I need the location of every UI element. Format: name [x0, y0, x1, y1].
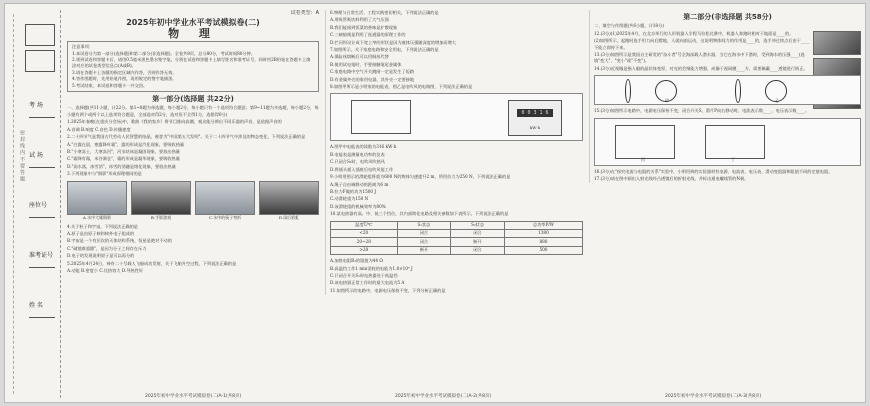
question-text: 12.(3分)(1)2025年4月，在北京举行的人形机器人半程马拉松比赛中，机器人奔跑时相对于地面是____的。	[594, 30, 794, 36]
question-options: B."小寒冻土，大寒冻河"，河水结冰是凝固现象，要放出热量	[67, 148, 180, 154]
question-options: A.绳子自由端移动的距离为6 m	[330, 181, 389, 187]
table-header-row	[331, 221, 583, 229]
question-options: D.有金属外壳的家用电器，其外壳一定要接地	[330, 76, 415, 82]
question-text: 6.物理与日常生活、工程实践密切相关，下列说法正确的是	[330, 10, 439, 15]
question-options: D.将插头插入插座后电吹风能工作	[330, 166, 394, 172]
question-options: C."破镜难重圆"，是因为分子之间存在斥力	[67, 245, 147, 251]
notes-title: 注意事项：	[72, 44, 93, 50]
heater-table	[330, 221, 583, 256]
column-1	[67, 10, 319, 275]
table-cell: 闭合	[397, 229, 451, 237]
binding-strip	[9, 10, 61, 398]
footer-page-3: 2025年初中学业水平考试模拟卷(二)A-3(共8页)	[665, 394, 762, 399]
question-options: A.原子是由原子核和核外电子组成的	[67, 230, 135, 236]
question-options: A."白露在晨，寒露降叶霜"，露的形成是汽化现象，要吸收热量	[67, 141, 185, 147]
question-text: 9.小明用图示的滑轮组将重为600 N的物体匀速提升2 m，所用拉力为250 N，下列说法正确的是	[330, 174, 511, 180]
table-cell: 闭合	[451, 229, 505, 237]
seal-note: 密 封 线 内 不 要 答 题	[19, 130, 25, 182]
question-text: 13.(3分)如图所示是我国自主研发的"奋斗者"号全海深载人潜水器，当它在海水中下潜时，受到海水的压强____(选填"变大"、"变小"或"不变")。	[594, 52, 805, 64]
question-text: 10.某电热器有高、中、低三个挡位，其内部简化电路及相关参数如下表所示，下列说法正确的是	[330, 211, 509, 217]
score-box-1	[25, 24, 55, 46]
table-cell: <20	[331, 229, 398, 237]
figure-label: 丙	[641, 157, 645, 163]
table-header: 总功率P/W	[504, 221, 582, 229]
note-item: 3.请在答题卡上各题的指定区域内作答，否则作答无效。	[72, 69, 177, 75]
table-cell: 闭合	[451, 246, 505, 254]
paper-type: 试卷类型：A	[290, 10, 319, 16]
energy-meter	[508, 100, 562, 136]
field-admission-number[interactable]: 准考证号	[29, 250, 55, 268]
question-options: A.用吸管吸饮料利用了大气压强	[330, 17, 389, 23]
picture-label: A.水中大雁倒影	[82, 215, 112, 221]
question-text: 11.如图所示的电路中，电源电压保持不变，下列分析正确的是	[330, 287, 446, 293]
table-row	[331, 238, 583, 246]
question-options: D.该滑轮组的机械效率为80%	[330, 203, 386, 209]
table-cell: 断开	[397, 246, 451, 254]
question-text: 2.二十四节气是我国古代劳动人民智慧的结晶，被誉为"中国第五大发明"。关于二十四节气中涉及的物态变化，下列说法正确的是	[67, 134, 306, 140]
question-text: 1.2025年春晚(在重庆分会场)中，歌曲《我的家乡》将节目推向高潮，观众能分辨出不同乐器的声音，是依据声音的	[67, 119, 282, 125]
picture-shadow-play	[131, 181, 191, 221]
score-box-2	[25, 50, 55, 72]
question8-figure	[330, 93, 583, 141]
question-text: 16.(3分)在"探究电流与电阻的关系"实验中，小明用到的实验器材有电源、电流表、电压表、滑动变阻器和阻值不同的定值电阻。	[594, 168, 833, 174]
picture-label: C.水中的筷子弯折	[208, 215, 242, 221]
hair-dryer-circuit	[351, 100, 411, 134]
question-text: 3.下列现象中与"倒影"形成原理相同的是	[67, 171, 142, 177]
part2-heading: 第二部分(非选择题 共58分)	[683, 13, 772, 21]
circuit-figures	[594, 118, 861, 166]
question-options: D."雨水落，冰雪消"，冰雪的消融是熔化现象，要放出热量	[67, 163, 176, 169]
question-options: C.家庭电路中空气开关跳闸一定是发生了短路	[330, 69, 414, 75]
question-text: 17.(3分)请在图中画出入射光线经凸透镜后的折射光线，并标出通电螺线管的N极。	[594, 176, 749, 182]
field-seat-number[interactable]: 座位号	[29, 200, 55, 218]
note-item: 5.考试结束，本试卷和答题卡一并交回。	[72, 82, 148, 88]
photo-robot-marathon	[813, 31, 861, 55]
question-options: D.拦河坝设计成下宽上窄的形状是因为液体压强随深度的增加而增大	[330, 39, 456, 45]
table-cell: >28	[331, 246, 398, 254]
question-options: A.加热电阻R₁的阻值为44 Ω	[330, 258, 383, 264]
lens-shape	[735, 79, 741, 103]
exam-title: 2025年初中学业水平考试模拟卷(二)	[126, 18, 260, 28]
table-row	[331, 246, 583, 254]
circuit-figure	[615, 125, 675, 159]
question-text: (2)如图所示，起跑时选手用力向后蹬地，人就向前运动，这说明物体间力的作用是____的，选手冲过终点后由于____不能立即停下来。	[594, 38, 810, 50]
question-options: B.宇宙是一个有层次的天体结构系统，恒星是绝对不动的	[67, 238, 172, 244]
figure-label: 甲	[665, 97, 669, 103]
column-2	[325, 10, 583, 295]
exam-sheet	[4, 3, 866, 403]
question-options: C."霜降有霜，米谷满仓"，霜的形成是凝华现象，要吸收热量	[67, 156, 180, 162]
question-text: 14.(3分)近视眼是指人眼的晶状体变厚，对光的会聚能力增强，成像于视网膜____方，需要佩戴____透镜进行矫正。	[594, 65, 808, 71]
question-text: 5.2025年4月24日，神舟二十号载人飞船成功发射，关于飞船升空过程，下列说法正确的是	[67, 260, 237, 266]
picture-label: D.雨后彩虹	[278, 215, 300, 221]
field-exam-room[interactable]: 考 场	[29, 100, 55, 118]
table-cell: 880	[504, 238, 582, 246]
table-cell: 断开	[451, 238, 505, 246]
part1-heading: 第一部分(选择题 共22分)	[152, 95, 234, 104]
question-options: D.电子的发现说明原子是可以再分的	[67, 253, 135, 259]
note-item: 1.本试卷分为第一部分(选择题)和第二部分(非选择题)。全卷共8页，总分80分，考试时间80分钟。	[72, 50, 255, 56]
question-options: C.三峡船闸是利用了连通器的原理工作的	[330, 32, 406, 38]
table-header: S₂状态	[451, 221, 505, 229]
picture-rainbow	[259, 181, 319, 221]
question-options: D.该电热器正常工作时的最大电流为5 A	[330, 280, 405, 286]
question3-pictures	[67, 181, 319, 221]
question-options: A.图甲中电能表的读数为316 kW·h	[330, 144, 397, 150]
field-test-room[interactable]: 试 场	[29, 150, 55, 168]
lens-shape	[625, 79, 631, 103]
column-3	[589, 10, 861, 183]
figure-label: 丁	[731, 157, 735, 163]
table-cell: 闭合	[397, 238, 451, 246]
note-item: 2.领到试卷和答题卡后，请用0.5毫米黑色墨水签字笔，分别在试卷和答题卡上填写姓名和准考证号，同时用2B铅笔在答题卡上填涂对应的试卷类型信息点(A或B)。	[72, 57, 311, 69]
footer-page-1: 2025年初中学业水平考试模拟卷(二)A-1(共8页)	[145, 394, 242, 399]
picture-reflection	[67, 181, 127, 221]
question-options: C.动滑轮重为150 N	[330, 196, 369, 202]
eye-lens-figure	[594, 75, 861, 105]
meter-reading: 0 0 3 1 6	[517, 109, 553, 117]
question-options: A.音调 B.响度 C.音色 D.传播速度	[67, 126, 131, 132]
footer-page-2: 2025年初中学业水平考试模拟卷(二)A-2(共8页)	[395, 394, 492, 399]
question-options: A.保险丝熔断后可以用铜丝代替	[330, 54, 389, 60]
question-options: B.使用试电笔时，手要接触笔尾金属体	[330, 61, 402, 67]
subject-title: 物 理	[168, 26, 218, 40]
table-row	[331, 229, 583, 237]
picture-label: B.手影游戏	[150, 215, 172, 221]
table-header: 温度T/℃	[331, 221, 398, 229]
part1-instruction: 一、选择题(共11小题，计22分。第1~8题为单选题，每小题2分，每小题只有一个选项符合题意；第9~11题为多选题，每小题2分，每小题有两个或两个以上选项符合题意，全部选对得2分，选对但不全得1分，选错得0分)	[67, 105, 319, 117]
picture-chopsticks	[195, 181, 255, 221]
table-cell: 500	[504, 246, 582, 254]
question-options: B.我们能闻到饭菜的香味是扩散现象	[330, 24, 398, 30]
note-item: 4.答作图题时，先用铅笔作图，再用规定的签字笔描黑。	[72, 76, 177, 82]
question-text: 15.(3分)如图所示电路中，电源电压保持不变，闭合开关S，滑片P向右移动时，电流表示数____，电压表示数____。	[594, 108, 810, 114]
question-options: A.动能 B.密度小 C.比热容大 D.导热性好	[67, 267, 144, 273]
question-options: B.拉力F做的功为1500 J	[330, 188, 377, 194]
question-options: C.只闭合开关S₁时电热器处于低温挡	[330, 272, 398, 278]
question-text: 7.如图所示，关于家庭电路和安全用电，下列说法正确的是	[330, 47, 439, 53]
table-cell: 20~28	[331, 238, 398, 246]
question-options: B.电能表是测量电功率的仪表	[330, 151, 385, 157]
circuit-figure	[705, 125, 765, 159]
table-header: S₁状态	[397, 221, 451, 229]
table-cell: 1380	[504, 229, 582, 237]
question-options: B.高温挡工作1 min消耗的电能为1.8×10⁴ J	[330, 265, 413, 271]
seal-line	[13, 14, 14, 394]
figure-label: 乙	[775, 97, 779, 103]
question-text: 8.如图甲所示是小明家的电能表，图乙是电吹风的电路图，下列说法正确的是	[330, 84, 473, 90]
part2-instruction: 二、填空与作图题(共6小题，计18分)	[594, 23, 664, 29]
field-name[interactable]: 姓 名	[29, 300, 55, 318]
meter-unit: kW·h	[529, 125, 541, 131]
question-options: C.只闭合S₁时，电吹风吹热风	[330, 159, 385, 165]
question-text: 4.关于粒子和宇宙，下列说法正确的是	[67, 223, 138, 229]
notes-box	[67, 41, 319, 92]
